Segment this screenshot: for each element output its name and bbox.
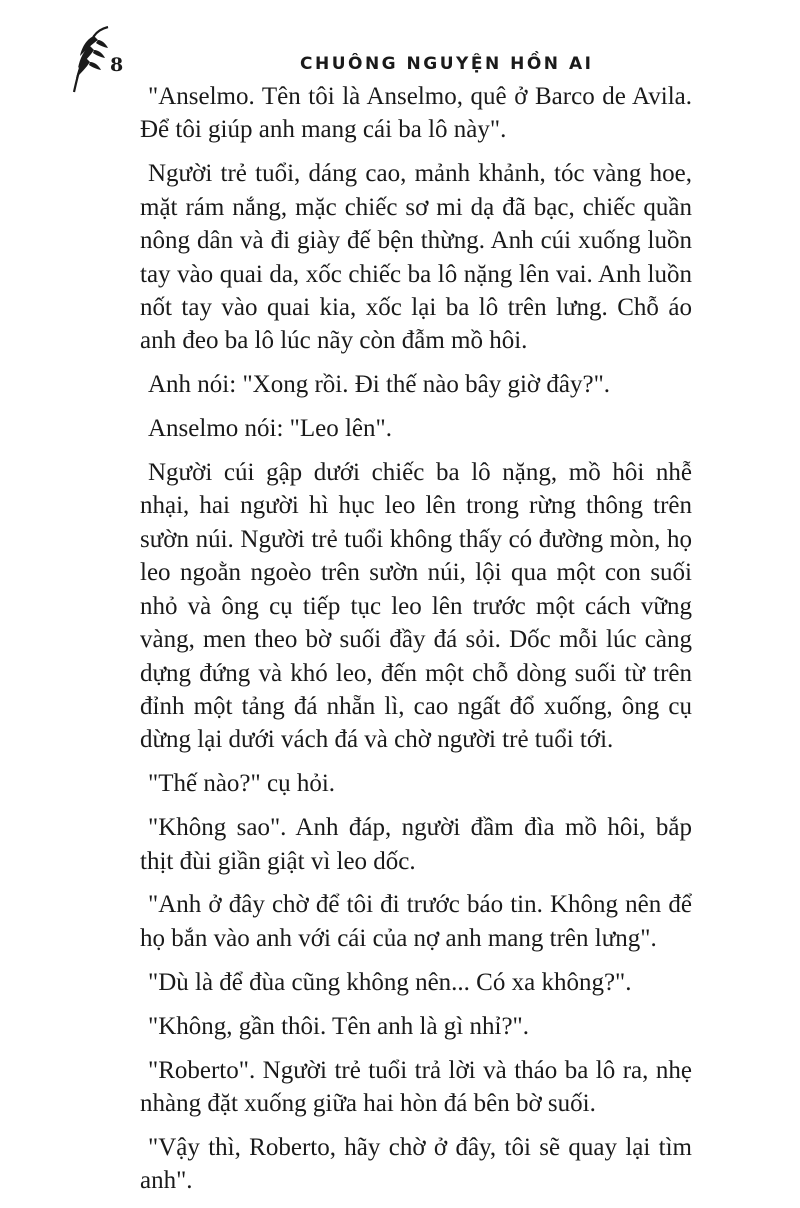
paragraph: "Anh ở đây chờ để tôi đi trước báo tin. Không nên để họ bắn vào anh với cái của nợ anh mang trên lưng". bbox=[140, 891, 692, 952]
paragraph: "Vậy thì, Roberto, hãy chờ ở đây, tôi sẽ quay lại tìm anh". bbox=[140, 1133, 692, 1195]
book-text-body bbox=[140, 80, 692, 1208]
paragraph: "Roberto". Người trẻ tuổi trả lời và tháo ba lô ra, nhẹ nhàng đặt xuống giữa hai hòn đá bên bờ suối. bbox=[140, 1056, 692, 1117]
paragraph: Người trẻ tuổi, dáng cao, mảnh khảnh, tóc vàng hoe, mặt rám nắng, mặc chiếc sơ mi dạ đã bạc, chiếc quần nông dân và đi giày đế bện thừng. Anh cúi xuống luồn tay vào quai da, xốc chiếc ba lô nặng lên vai. Anh luồn nốt tay vào quai kia, xốc lại ba lô trên lưng. Chỗ áo anh đeo ba lô lúc nãy còn đẫm mồ hôi. bbox=[140, 160, 692, 355]
paragraph: "Không, gần thôi. Tên anh là gì nhỉ?". bbox=[148, 1012, 529, 1040]
paragraph: "Anselmo. Tên tôi là Anselmo, quê ở Barco de Avila. Để tôi giúp anh mang cái ba lô này". bbox=[140, 83, 692, 144]
paragraph: "Thế nào?" cụ hỏi. bbox=[148, 770, 336, 798]
paragraph: Anh nói: "Xong rồi. Đi thế nào bây giờ đây?". bbox=[148, 371, 611, 399]
paragraph: "Dù là để đùa cũng không nên... Có xa không?". bbox=[148, 968, 632, 996]
paragraph: "Không sao". Anh đáp, người đầm đìa mồ hôi, bắp thịt đùi giần giật vì leo dốc. bbox=[140, 814, 692, 875]
paragraph: Người cúi gập dưới chiếc ba lô nặng, mồ hôi nhễ nhại, hai người hì hục leo lên trong rừng thông trên sườn núi. Người trẻ tuổi không thấy có đường mòn, họ leo ngoằn ngoèo trên sườn núi, lội qua một con suối nhỏ và ông cụ tiếp tục leo lên trước một cách vững vàng, men theo bờ suối đầy đá sỏi. Dốc mỗi lúc càng dựng đứng và khó leo, đến một chỗ dòng suối từ trên đỉnh một tảng đá nhẵn lì, cao ngất đổ xuống, ông cụ dừng lại dưới vách đá và chờ người trẻ tuổi tới. bbox=[140, 459, 692, 754]
page-number: 8 bbox=[110, 54, 124, 76]
paragraph: Anselmo nói: "Leo lên". bbox=[148, 415, 392, 443]
running-title: CHUÔNG NGUYỆN HỒN AI bbox=[300, 54, 594, 74]
feather-quill-icon bbox=[68, 26, 112, 94]
